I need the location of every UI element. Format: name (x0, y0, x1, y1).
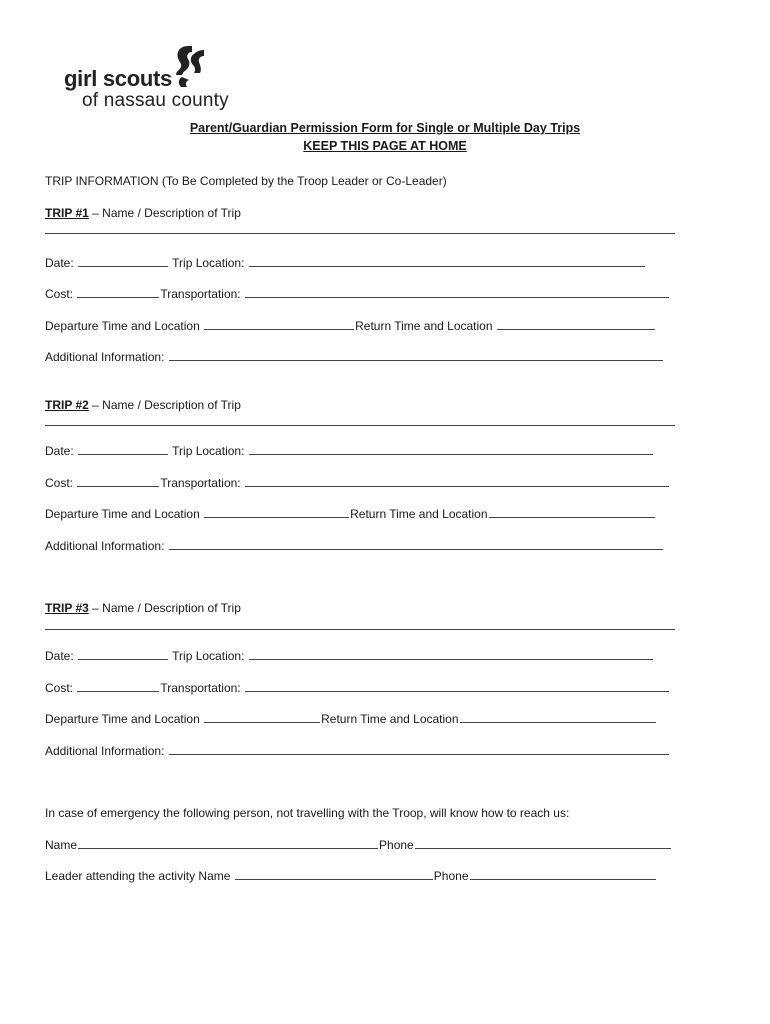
emergency-name-label: Name (45, 838, 78, 852)
leader-row (45, 869, 657, 883)
leader-name-label: Leader attending the activity Name (45, 869, 231, 883)
trip-1-heading (45, 206, 241, 220)
leader-name-field[interactable] (235, 869, 433, 880)
leader-phone-field[interactable] (470, 869, 656, 880)
logo-text-line1: girl scouts (64, 66, 172, 91)
trip-3-cost-label: Cost: (45, 681, 74, 695)
trip-2-return-label: Return Time and Location (350, 507, 488, 521)
trip-1-additional-field[interactable] (169, 350, 663, 361)
trip-1-desc-label: – Name / Description of Trip (88, 206, 241, 220)
trip-1-cost-field[interactable] (77, 287, 159, 298)
trip-2-location-field[interactable] (249, 444, 653, 455)
form-title: Parent/Guardian Permission Form for Single or Multiple Day Trips (189, 121, 581, 135)
trip-2-date-location-row (45, 444, 654, 458)
trip-2-label: TRIP #2 (45, 398, 89, 412)
trip-3-date-label: Date: (45, 649, 74, 663)
emergency-phone-field[interactable] (415, 838, 671, 849)
trip-1-label: TRIP #1 (45, 206, 89, 220)
trip-2-location-label: Trip Location: (172, 444, 245, 458)
trefoil-profile-icon (166, 44, 208, 92)
trip-1-additional-row (45, 350, 664, 364)
trip-1-date-field[interactable] (78, 256, 168, 267)
trip-3-description-field[interactable] (45, 629, 675, 630)
trip-2-cost-transport-row (45, 476, 670, 490)
trip-1-cost-label: Cost: (45, 287, 74, 301)
trip-3-cost-field[interactable] (77, 681, 159, 692)
trip-3-additional-field[interactable] (169, 744, 669, 755)
trip-1-cost-transport-row (45, 287, 670, 301)
logo-text-line2: of nassau county (82, 90, 229, 111)
trip-3-location-field[interactable] (249, 649, 653, 660)
trip-3-return-field[interactable] (460, 712, 656, 723)
emergency-contact-row (45, 838, 672, 852)
trip-1-transport-field[interactable] (245, 287, 669, 298)
trip-2-description-field[interactable] (45, 425, 675, 426)
trip-1-times-row (45, 319, 656, 333)
trip-3-cost-transport-row (45, 681, 670, 695)
trip-2-additional-field[interactable] (169, 539, 663, 550)
trip-1-date-label: Date: (45, 256, 74, 270)
trip-2-additional-label: Additional Information: (45, 539, 165, 553)
trip-3-departure-field[interactable] (204, 712, 320, 723)
trip-3-return-label: Return Time and Location (321, 712, 459, 726)
trip-1-transport-label: Transportation: (160, 287, 241, 301)
emergency-name-field[interactable] (78, 838, 378, 849)
girl-scouts-logo (64, 44, 264, 116)
trip-1-location-label: Trip Location: (172, 256, 245, 270)
trip-3-additional-label: Additional Information: (45, 744, 165, 758)
trip-1-departure-label: Departure Time and Location (45, 319, 200, 333)
trip-2-cost-label: Cost: (45, 476, 74, 490)
trip-1-return-field[interactable] (497, 319, 655, 330)
trip-2-transport-label: Transportation: (160, 476, 241, 490)
trip-2-date-field[interactable] (78, 444, 168, 455)
trip-2-cost-field[interactable] (77, 476, 159, 487)
trip-3-date-field[interactable] (78, 649, 168, 660)
trip-2-transport-field[interactable] (245, 476, 669, 487)
trip-1-date-location-row (45, 256, 646, 270)
trip-3-location-label: Trip Location: (172, 649, 245, 663)
trip-2-departure-label: Departure Time and Location (45, 507, 200, 521)
trip-info-heading: TRIP INFORMATION (To Be Completed by the Troop Leader or Co-Leader) (45, 174, 447, 188)
trip-1-departure-field[interactable] (204, 319, 354, 330)
trip-1-location-field[interactable] (249, 256, 645, 267)
trip-1-additional-label: Additional Information: (45, 350, 165, 364)
trip-3-additional-row (45, 744, 670, 758)
trip-2-desc-label: – Name / Description of Trip (88, 398, 241, 412)
trip-2-return-field[interactable] (489, 507, 655, 518)
leader-phone-label: Phone (433, 869, 469, 883)
form-subtitle: KEEP THIS PAGE AT HOME (303, 139, 467, 153)
trip-3-date-location-row (45, 649, 654, 663)
emergency-phone-label: Phone (379, 838, 414, 852)
trip-1-description-field[interactable] (45, 233, 675, 234)
trip-3-times-row (45, 712, 657, 726)
trip-3-desc-label: – Name / Description of Trip (88, 601, 241, 615)
trip-3-heading (45, 601, 241, 615)
trip-2-departure-field[interactable] (204, 507, 349, 518)
emergency-intro: In case of emergency the following person, not travelling with the Troop, will know how to reach us: (45, 806, 570, 820)
trip-2-date-label: Date: (45, 444, 74, 458)
trip-2-heading (45, 398, 241, 412)
trip-3-departure-label: Departure Time and Location (45, 712, 200, 726)
trip-2-times-row (45, 507, 656, 521)
trip-3-label: TRIP #3 (45, 601, 89, 615)
trip-3-transport-label: Transportation: (160, 681, 241, 695)
trip-3-transport-field[interactable] (245, 681, 669, 692)
trip-2-additional-row (45, 539, 664, 553)
trip-1-return-label: Return Time and Location (355, 319, 493, 333)
